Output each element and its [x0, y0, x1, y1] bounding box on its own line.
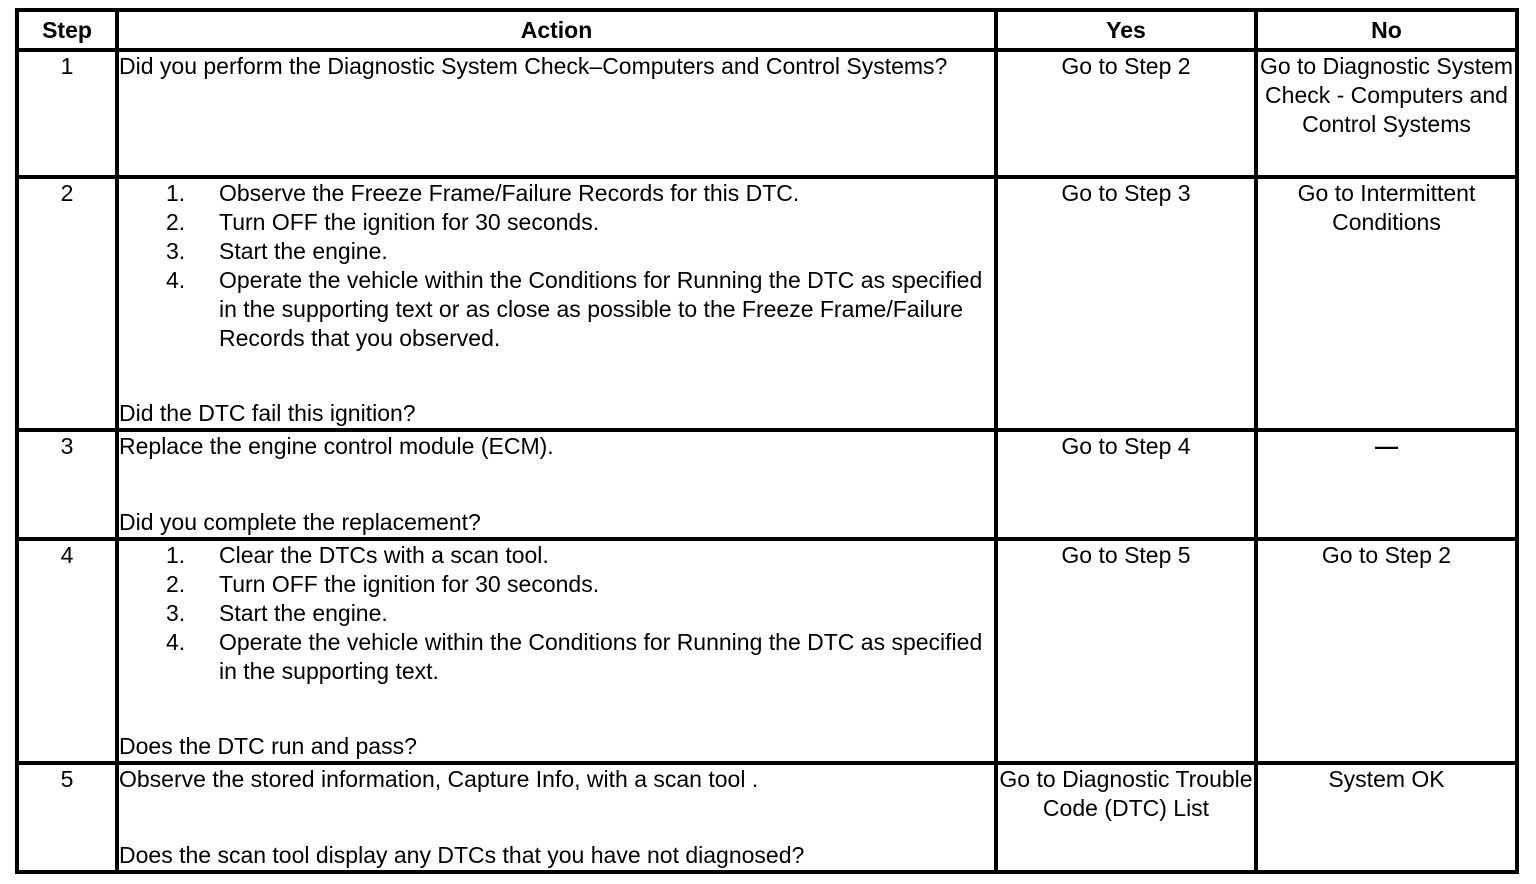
no-result: System OK [1256, 763, 1517, 872]
instruction-text: Start the engine. [219, 238, 388, 264]
table-row [17, 50, 1517, 177]
header-yes: Yes [996, 10, 1256, 50]
step-number: 1 [17, 50, 117, 177]
step-number: 2 [17, 177, 117, 430]
instruction-list [119, 179, 994, 353]
instruction-number: 1. [166, 180, 186, 206]
instruction-number: 2. [166, 571, 186, 597]
action-cell [117, 50, 996, 177]
instruction-text: Operate the vehicle within the Conditions for Running the DTC as specified in the supporting text or as close as possible to the Freeze Frame/Failure Records that you observed. [219, 267, 983, 351]
instruction-text: Operate the vehicle within the Conditions for Running the DTC as specified in the supporting text. [219, 629, 983, 684]
table-row [17, 763, 1517, 872]
table-row [17, 539, 1517, 763]
yes-result: Go to Diagnostic Trouble Code (DTC) List [996, 763, 1256, 872]
yes-result: Go to Step 2 [996, 50, 1256, 177]
header-no: No [1256, 10, 1517, 50]
yes-result: Go to Step 4 [996, 430, 1256, 539]
action-cell [117, 763, 996, 872]
instruction-item [119, 266, 994, 353]
yes-result: Go to Step 5 [996, 539, 1256, 763]
action-cell [117, 177, 996, 430]
question-text: Does the DTC run and pass? [119, 733, 417, 759]
table-row [17, 430, 1517, 539]
instruction-item [119, 570, 994, 599]
instruction-number: 4. [166, 629, 186, 655]
instruction-text: Observe the stored information, Capture Info, with a scan tool . [119, 766, 759, 792]
instruction-number: 1. [166, 542, 186, 568]
yes-result: Go to Step 3 [996, 177, 1256, 430]
table-row [17, 177, 1517, 430]
no-result: — [1256, 430, 1517, 539]
instruction-text: Observe the Freeze Frame/Failure Records for this DTC. [219, 180, 800, 206]
instruction-number: 4. [166, 267, 186, 293]
instruction-text: Replace the engine control module (ECM). [119, 433, 554, 459]
diagnostic-table [15, 8, 1519, 874]
header-row [17, 10, 1517, 50]
instruction-text: Turn OFF the ignition for 30 seconds. [219, 571, 600, 597]
step-number: 4 [17, 539, 117, 763]
instruction-item [119, 599, 994, 628]
header-step: Step [17, 10, 117, 50]
instruction-list [119, 541, 994, 686]
question-text: Did the DTC fail this ignition? [119, 400, 416, 426]
no-result: Go to Step 2 [1256, 539, 1517, 763]
instruction-number: 3. [166, 238, 186, 264]
step-number: 3 [17, 430, 117, 539]
instruction-item [119, 179, 994, 208]
question-text: Did you perform the Diagnostic System Check–Computers and Control Systems? [119, 53, 948, 79]
instruction-item [119, 628, 994, 686]
question-text: Did you complete the replacement? [119, 509, 481, 535]
instruction-number: 2. [166, 209, 186, 235]
step-number: 5 [17, 763, 117, 872]
instruction-item [119, 237, 994, 266]
action-cell [117, 539, 996, 763]
question-text: Does the scan tool display any DTCs that you have not diagnosed? [119, 842, 805, 868]
action-cell [117, 430, 996, 539]
instruction-item [119, 541, 994, 570]
instruction-item [119, 208, 994, 237]
header-action: Action [117, 10, 996, 50]
instruction-number: 3. [166, 600, 186, 626]
instruction-text: Start the engine. [219, 600, 388, 626]
no-result: Go to Intermittent Conditions [1256, 177, 1517, 430]
instruction-text: Clear the DTCs with a scan tool. [219, 542, 549, 568]
no-result: Go to Diagnostic System Check - Computers and Control Systems [1256, 50, 1517, 177]
instruction-text: Turn OFF the ignition for 30 seconds. [219, 209, 600, 235]
